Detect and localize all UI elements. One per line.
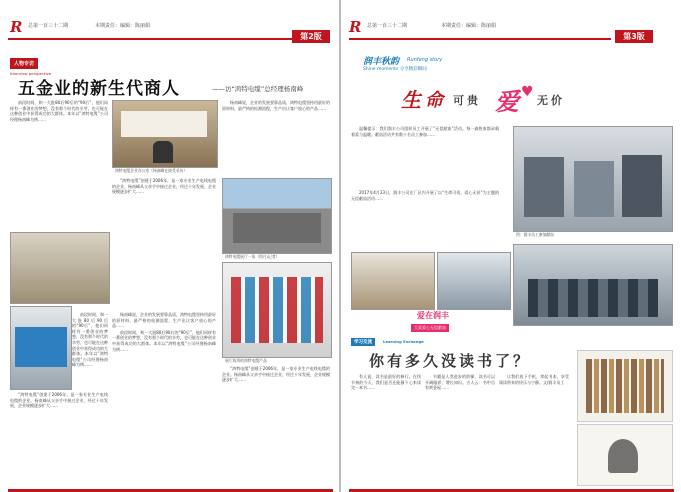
article-column-2: “鸿特电缆”创建于2006年，是一家专业生产电线电缆的企业。杨南峰从父亲手中接过企业，经过十年发展，企业规模逐步扩大…… — [112, 178, 216, 195]
banner-word-6: 无 — [537, 94, 548, 107]
page-badge: 第2版 — [292, 30, 330, 43]
logo: R — [10, 18, 23, 36]
blood-drive-column-1: 温馨提示：我们润丰公司组织员工开展了“无偿献血”活动。每一滴热血都承载着爱与温暖。献血活动共有数十名员工参加…… — [351, 126, 499, 137]
logo: R — [349, 18, 362, 36]
article-column-6: 杨南峰说，企业的发展要靠品质，鸿特电缆坚持用最好的原材料、最严格的检测流程，生产出让客户放心的产品…… 前段时间，和一大批80后90后的“90后”，他们同样有一番创业的梦想，没有那个时代的辛劳，也可能在这种创业中获得成功的大群体。本年以“鸿特电缆”公司经理杨南峰为例…… — [112, 312, 216, 352]
donation-photo-1 — [513, 126, 673, 232]
heart-icon: ♥ — [521, 84, 534, 100]
showroom-photo — [222, 178, 332, 254]
book-article-title: 你有多久没读书了？ — [369, 352, 532, 370]
ink-painting — [577, 424, 673, 486]
article-column-3: 杨南峰说，企业的发展要靠品质，鸿特电缆坚持用最好的原材料、最严格的检测流程，生产出让客户放心的产品…… — [222, 100, 330, 111]
article-subtitle: ——访“鸿特电缆”总经理杨南峰 — [212, 85, 304, 93]
book-column-1: 有人说，读书是最好的修行。在快节奏的今天，我们是否还能静下心来读完一本书…… — [351, 374, 421, 391]
banner-word-4: 贵 — [467, 94, 478, 107]
factory-photo — [10, 306, 72, 390]
donation-photo-3 — [437, 252, 511, 310]
donation-photo-2 — [351, 252, 435, 310]
banner-word-2: 命 — [425, 90, 443, 111]
editor-credit: 本期责任：编辑：陈丽娟 — [441, 23, 497, 29]
article-column-5: “鸿特电缆”创建于2006年，是一家专业生产电线电缆的企业。杨南峰从父亲手中接过企业，经过十年发展，企业规模逐步扩大…… — [10, 392, 108, 409]
blood-drive-banner — [371, 82, 651, 118]
blood-drive-column-2: 2017年4月23日，润丰公司在厂区内开展了以“生命可贵、爱心无价”为主题的无偿献血活动…… — [351, 190, 499, 201]
learning-subtitle: Learning Exchange — [383, 339, 424, 344]
editor-credit: 本期责任：编辑：陈丽娟 — [95, 23, 151, 29]
book-column-3: 让我们放下手机，拿起书本，享受阅读带来的快乐与宁静。文/润丰员工 — [499, 374, 569, 385]
section-tag: 人物专访 — [10, 58, 38, 69]
stamp-main: 爱在润丰 — [417, 311, 449, 320]
product-photo — [222, 262, 332, 358]
header-rule — [8, 38, 298, 40]
article-column-4: 前段时间，和一大批80后90后的“90后”，他们同样有一番创业的梦想，没有那个时代的辛劳，也可能在这种创业中获得成功的大群体。本年以“鸿特电缆”公司经理杨南峰为例…… — [72, 312, 108, 368]
issue-number: 总第一百三十二期 — [367, 23, 408, 29]
donation-photo-4 — [513, 244, 673, 326]
article-column-1: 前段时间，和一大批80后90后的“90后”，他们同样有一番创业的梦想，没有那个时代的辛劳，也可能在这种创业中获得成功的大群体。本年以“鸿特电缆”公司经理杨南峰为例…… — [10, 100, 108, 122]
section-subtitle: Interview perspective — [10, 71, 52, 76]
banner-word-5: 爱 — [495, 88, 519, 116]
banner-word-1: 生 — [401, 88, 421, 112]
book-column-2: 书籍是人类进步的阶梯，读书可以开阔眼界，增长知识。古人云：书中自有黄金屋…… — [425, 374, 495, 391]
section-english: Runfeng story — [407, 57, 443, 63]
showroom-caption: 鸿特电缆展厅一角（图片/记者） — [225, 254, 280, 259]
stamp-sub: 大爱爱心无偿献血 — [411, 324, 449, 332]
banner-word-7: 价 — [551, 94, 562, 107]
section-logo: 润丰秋韵 — [363, 57, 400, 67]
article-column-7: “鸿特电缆”创建于2006年，是一家专业生产电线电缆的企业。杨南峰从父亲手中接过企业，经过十年发展，企业规模逐步扩大…… — [222, 366, 330, 383]
article-title: 五金业的新生代商人 — [18, 79, 180, 99]
product-caption: 展厅陈列的鸿特电缆产品 — [225, 358, 267, 363]
interview-caption: 鸿特电缆企业办公室（杨南峰在接受采访） — [115, 168, 188, 173]
bookshelf-illustration — [577, 350, 673, 422]
right-page — [341, 0, 681, 492]
section-subtitle: Shine moments 分享精彩瞬间 — [363, 67, 427, 72]
office-photo — [10, 232, 110, 304]
header-rule — [349, 38, 611, 40]
banner-word-3: 可 — [453, 94, 464, 107]
left-page — [0, 0, 340, 492]
interview-photo — [112, 100, 218, 168]
learning-tag: 学习交流 — [351, 338, 375, 346]
page-badge: 第3版 — [615, 30, 653, 43]
donation-caption: 图：润丰员工参加献血 — [516, 232, 554, 237]
issue-number: 总第一百三十二期 — [28, 23, 69, 29]
